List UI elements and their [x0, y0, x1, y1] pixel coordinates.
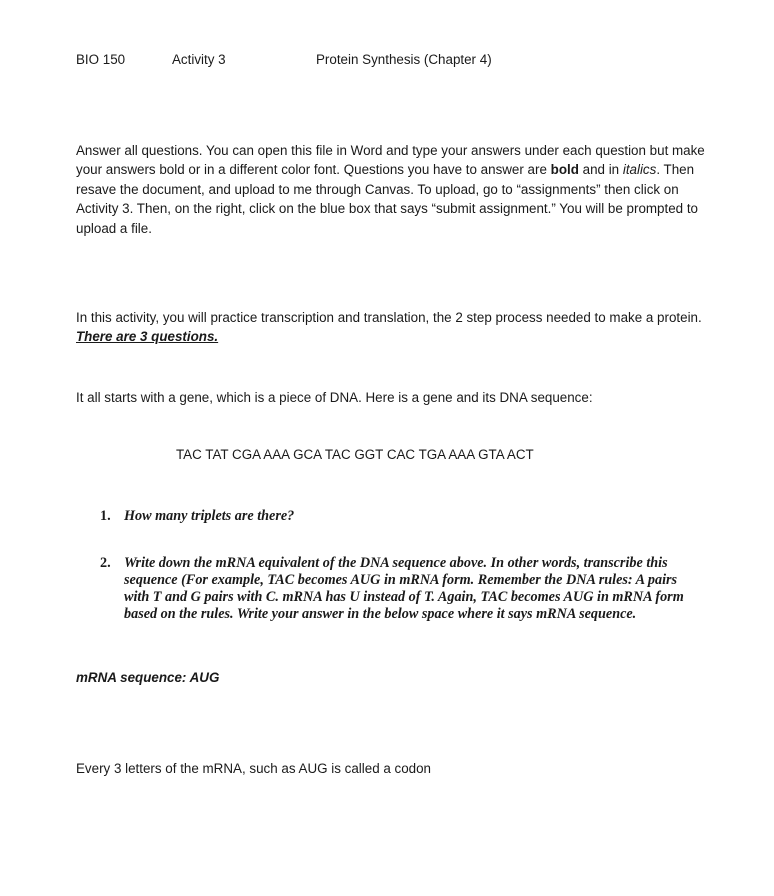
codon-definition-text: Every 3 letters of the mRNA, such as AUG is called a codon [76, 761, 432, 776]
gene-intro-text: It all starts with a gene, which is a piece of DNA. Here is a gene and its DNA sequence: [76, 390, 593, 405]
instructions-text-3: . Then resave the document, and upload to me through Canvas. To upload, go to “assignments” then click on Activity 3. Then, on the right, click on the blue box that says “submit assignment.” You will be prompted to upload a file. [76, 162, 698, 236]
question-count-note: There are 3 questions. [76, 329, 219, 345]
instructions-paragraph [76, 141, 706, 238]
instructions-text-2: and in [578, 162, 623, 178]
mrna-sequence-answer[interactable]: mRNA sequence: AUG [76, 670, 220, 685]
instructions-italic-word: italics [622, 162, 657, 178]
instructions-text-1: Answer all questions. You can open this file in Word and type your answers under each question but make your answers bold or in a different color font. Questions you have to answer are [76, 143, 705, 178]
question-2 [100, 555, 700, 623]
dna-sequence: TAC TAT CGA AAA GCA TAC GGT CAC TGA AAA GTA ACT [176, 447, 534, 462]
question-1 [100, 508, 700, 525]
instructions-bold-word: bold [550, 162, 579, 178]
course-code: BIO 150 [76, 52, 126, 67]
document-title: Protein Synthesis (Chapter 4) [316, 52, 492, 67]
activity-label: Activity 3 [172, 52, 226, 67]
question-number: 2. [100, 555, 111, 571]
question-number: 1. [100, 508, 111, 524]
intro-text: In this activity, you will practice transcription and translation, the 2 step process needed to make a protein. [76, 310, 702, 325]
question-text: How many triplets are there? [124, 508, 295, 524]
question-text: Write down the mRNA equivalent of the DNA sequence above. In other words, transcribe this sequence (For example, TAC becomes AUG in mRNA form. Remember the DNA rules: A pairs with T and G pairs with C. mRNA has U instead of T. Again, TAC becomes AUG in mRNA form based on the rules. Write your answer in the below space where it says mRNA sequence. [124, 555, 684, 622]
intro-paragraph [76, 308, 706, 347]
